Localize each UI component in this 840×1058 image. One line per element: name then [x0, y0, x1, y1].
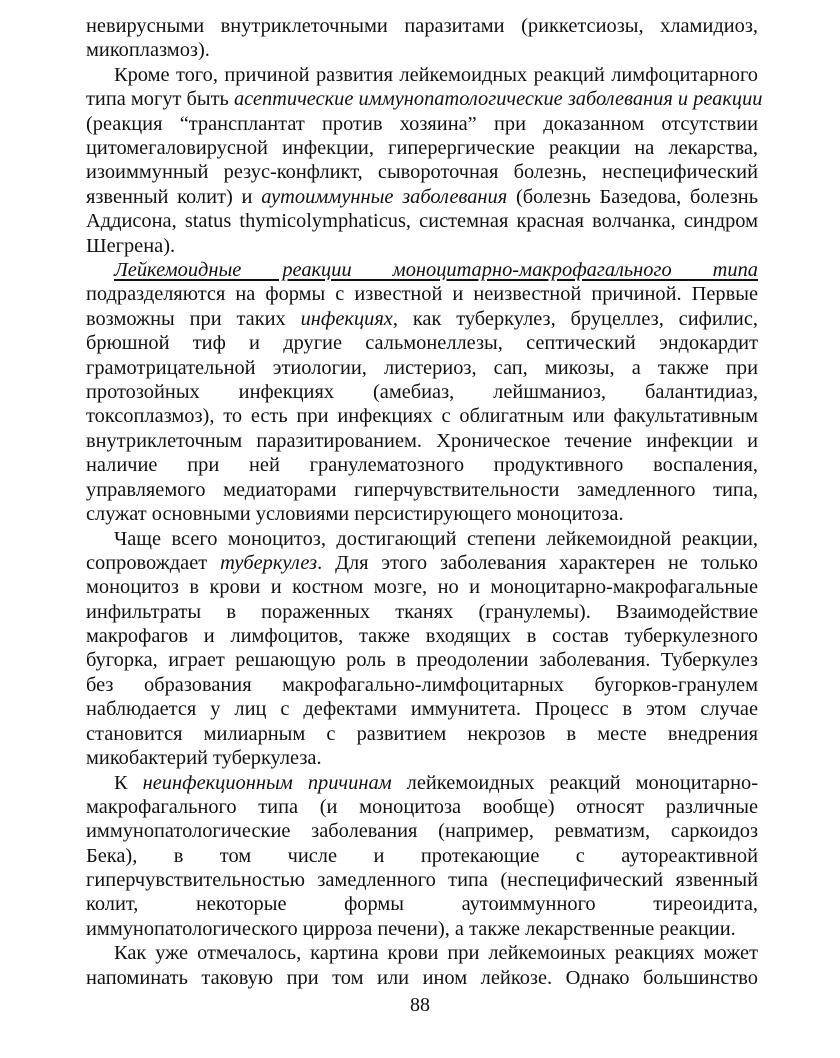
text-line	[86, 844, 758, 868]
text-line	[86, 746, 758, 770]
emphasis-text: туберкулез	[220, 551, 318, 574]
text-run: типа могут быть	[86, 88, 234, 111]
text-line	[86, 429, 758, 453]
text-line	[86, 892, 758, 916]
text-run: Чаще всего моноцитоз, достигающий степени лейкемоидной реакции,	[114, 527, 758, 550]
text-run: Как уже отмечалось, картина крови при лейкемоиных реакциях может	[114, 942, 758, 965]
text-line	[86, 112, 758, 136]
text-line	[86, 600, 758, 624]
emphasis-text: Лейкемоидные реакции моноцитарно-макрофагального типа	[114, 259, 758, 281]
text-run: без образования макрофагально-лимфоцитарных бугорков-гранулем	[86, 673, 758, 696]
text-run: становится милиарным с развитием некрозов в месте внедрения	[86, 722, 758, 745]
text-line	[86, 966, 758, 990]
text-run: наблюдается у лиц с дефектами иммунитета. Процесс в этом случае	[86, 698, 758, 721]
text-line	[86, 38, 758, 62]
text-run: напоминать таковую при том или ином лейкозе. Однако большинство	[86, 966, 758, 989]
text-run: инфильтраты в пораженных тканях (гранулемы). Взаимодействие	[86, 600, 758, 623]
text-line	[86, 941, 758, 965]
text-line	[86, 648, 758, 672]
text-run: микобактерий туберкулеза.	[86, 747, 322, 770]
text-line	[86, 307, 758, 331]
text-line	[86, 478, 758, 502]
text-run: иммунопатологического цирроза печени), а также лекарственные реакции.	[86, 917, 736, 940]
text-line	[86, 136, 758, 160]
text-line	[86, 160, 758, 184]
paragraph	[86, 771, 758, 942]
text-line	[86, 502, 758, 526]
text-line	[86, 771, 758, 795]
text-run: служат основными условиями персистирующего моноцитоза.	[86, 502, 624, 525]
text-run: возможны при таких	[86, 307, 301, 330]
text-run: моноцитоз в крови и костном мозге, но и моноцитарно-макрофагальные	[86, 576, 758, 599]
text-line	[86, 234, 758, 258]
text-run: подразделяются на формы с известной и неизвестной причиной. Первые	[86, 283, 758, 306]
paragraph	[86, 14, 758, 63]
text-run: протозойных инфекциях (амебиаз, лейшманиоз, балантидиаз,	[86, 380, 758, 403]
text-line	[86, 527, 758, 551]
text-run: невирусными внутриклеточными паразитами (риккетсиозы, хламидиоз,	[86, 15, 758, 37]
text-run: макрофагов и лимфоцитов, также входящих в состав туберкулезного	[86, 625, 758, 648]
text-run: управляемого медиаторами гиперчувствительности замедленного типа,	[86, 478, 758, 501]
text-line	[86, 209, 758, 233]
text-run: Шегрена).	[86, 234, 176, 257]
text-line	[86, 795, 758, 819]
text-line	[86, 868, 758, 892]
paragraph	[86, 527, 758, 771]
text-line	[86, 87, 763, 111]
text-run: брюшной тиф и другие сальмонеллезы, септический эндокардит	[86, 332, 758, 355]
text-line	[86, 917, 758, 941]
text-run: сопровождает	[86, 551, 221, 574]
emphasis-text: аутоиммунные заболевания	[261, 185, 508, 208]
text-line	[86, 258, 758, 282]
text-run: наличие при ней гранулематозного продуктивного воспаления,	[86, 454, 758, 477]
text-line	[86, 575, 758, 599]
text-line	[86, 453, 758, 477]
text-line	[86, 14, 758, 38]
text-run: иммунопатологические заболевания (например, ревматизм, саркоидоз	[86, 820, 758, 843]
text-run: макрофагального типа (и моноцитоза вообще) относят различные	[86, 795, 758, 818]
text-line	[86, 63, 758, 87]
text-run: грамотрицательной этиологии, листериоз, сап, микозы, а также при	[86, 356, 758, 379]
text-run: изоиммунный резус-конфликт, сывороточная болезнь, неспецифический	[86, 161, 758, 184]
emphasis-text: асептические иммунопатологические заболевания и реакции	[233, 88, 763, 111]
text-run: Кроме того, причиной развития лейкемоидных реакций лимфоцитарного	[114, 63, 758, 86]
text-run: К	[114, 771, 143, 794]
text-line	[86, 404, 758, 428]
paragraph	[86, 941, 758, 990]
text-line	[86, 673, 758, 697]
paragraph	[86, 63, 763, 258]
emphasis-text: инфекциях	[300, 307, 393, 330]
text-run: Аддисона, status thymicolymphaticus, системная красная волчанка, синдром	[86, 210, 758, 233]
emphasis-text: неинфекционным причинам	[142, 771, 392, 794]
text-run: колит, некоторые формы аутоиммунного тиреоидита,	[86, 893, 758, 916]
text-line	[86, 697, 758, 721]
text-line	[86, 331, 758, 355]
text-run: микоплазмоз).	[86, 39, 210, 62]
text-run: бугорка, играет решающую роль в преодолении заболевания. Туберкулез	[86, 649, 758, 672]
text-run: . Для этого заболевания характерен не только	[317, 551, 758, 574]
text-run: (болезнь Базедова, болезнь	[507, 185, 758, 208]
text-line	[86, 282, 758, 306]
page-number: 88	[410, 994, 430, 1016]
text-line	[86, 185, 758, 209]
text-line	[86, 356, 758, 380]
text-run: (реакция “трансплантат против хозяина” при доказанном отсутствии	[86, 112, 758, 135]
text-line	[86, 819, 758, 843]
paragraph	[86, 258, 758, 526]
text-run: цитомегаловирусной инфекции, гиперергические реакции на лекарства,	[86, 136, 758, 159]
text-run: Бека), в том числе и протекающие с аутореактивной	[86, 844, 758, 867]
text-run: токсоплазмоз), то есть при инфекциях с облигатным или факультативным	[86, 405, 758, 428]
text-run: внутриклеточным паразитированием. Хроническое течение инфекции и	[86, 429, 758, 452]
text-run: язвенный колит) и	[86, 185, 262, 208]
text-line	[86, 624, 758, 648]
text-run: лейкемоидных реакций моноцитарно-	[391, 771, 758, 794]
text-line	[86, 551, 758, 575]
text-line	[86, 380, 758, 404]
text-line	[86, 722, 758, 746]
text-run: , как туберкулез, бруцеллез, сифилис,	[392, 307, 758, 330]
text-run: гиперчувствительностью замедленного типа (неспецифический язвенный	[86, 869, 758, 892]
